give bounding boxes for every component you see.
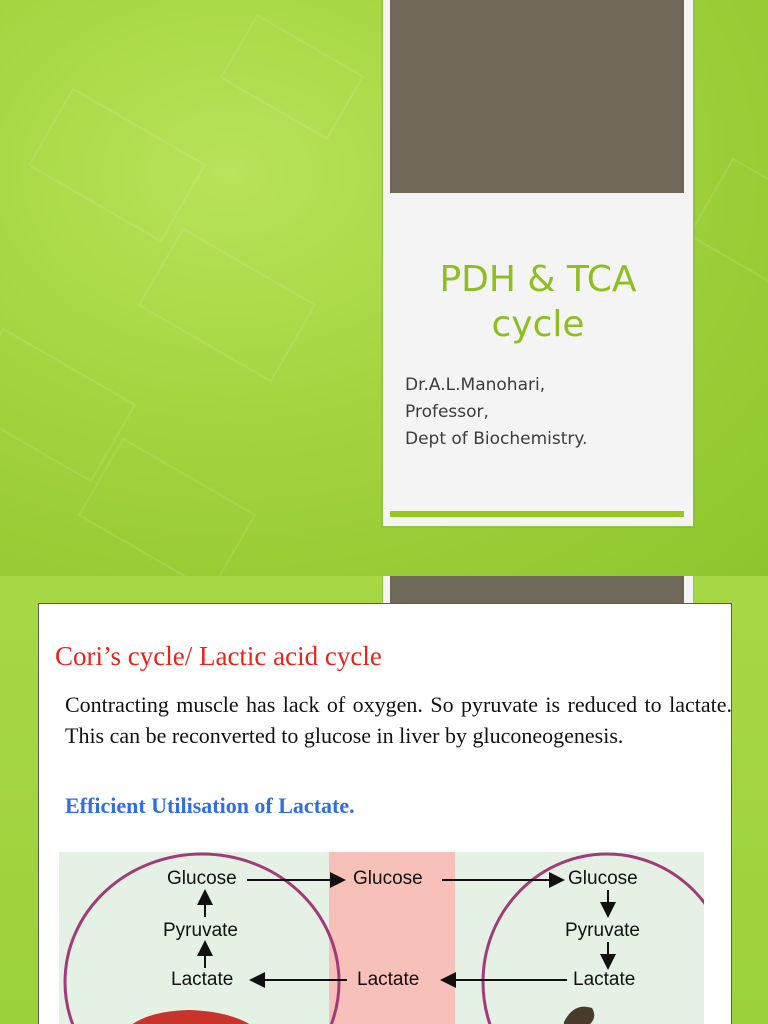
background-hexagon [28,88,206,243]
title-card [382,0,694,527]
sub-heading: Efficient Utilisation of Lactate. [65,793,355,818]
muscle-pyruvate-label: Pyruvate [565,920,640,941]
author-name: Dr.A.L.Manohari, [405,375,546,395]
title-line: cycle [491,304,585,345]
content-card [38,603,732,1024]
title-photo-placeholder [390,0,684,193]
author-department: Dept of Biochemistry. [405,429,588,449]
slide-title [383,257,693,347]
accent-bar [390,511,684,517]
title-line: PDH & TCA [439,259,637,300]
cori-cycle-diagram [59,852,704,1024]
muscle-image [562,1007,594,1024]
author-position: Professor, [405,402,489,422]
background-hexagon [688,158,768,313]
background-hexagon [138,228,316,383]
blood-lactate-label: Lactate [357,969,420,990]
muscle-lactate-label: Lactate [573,969,636,990]
body-paragraph: Contracting muscle has lack of oxygen. So pyruvate is reduced to lactate. This can be reconverted to glucose in liver by gluconeogenesis. [65,692,732,748]
slide-heading: Cori’s cycle/ Lactic acid cycle [55,641,382,671]
author-block [405,372,587,453]
liver-lactate-label: Lactate [171,969,234,990]
background-hexagon [220,14,364,140]
blood-glucose-label: Glucose [353,868,423,889]
liver-glucose-label: Glucose [167,868,237,889]
liver-pyruvate-label: Pyruvate [163,920,238,941]
content-slide [0,576,768,1024]
muscle-glucose-label: Glucose [568,868,638,889]
liver-image [119,1010,269,1024]
